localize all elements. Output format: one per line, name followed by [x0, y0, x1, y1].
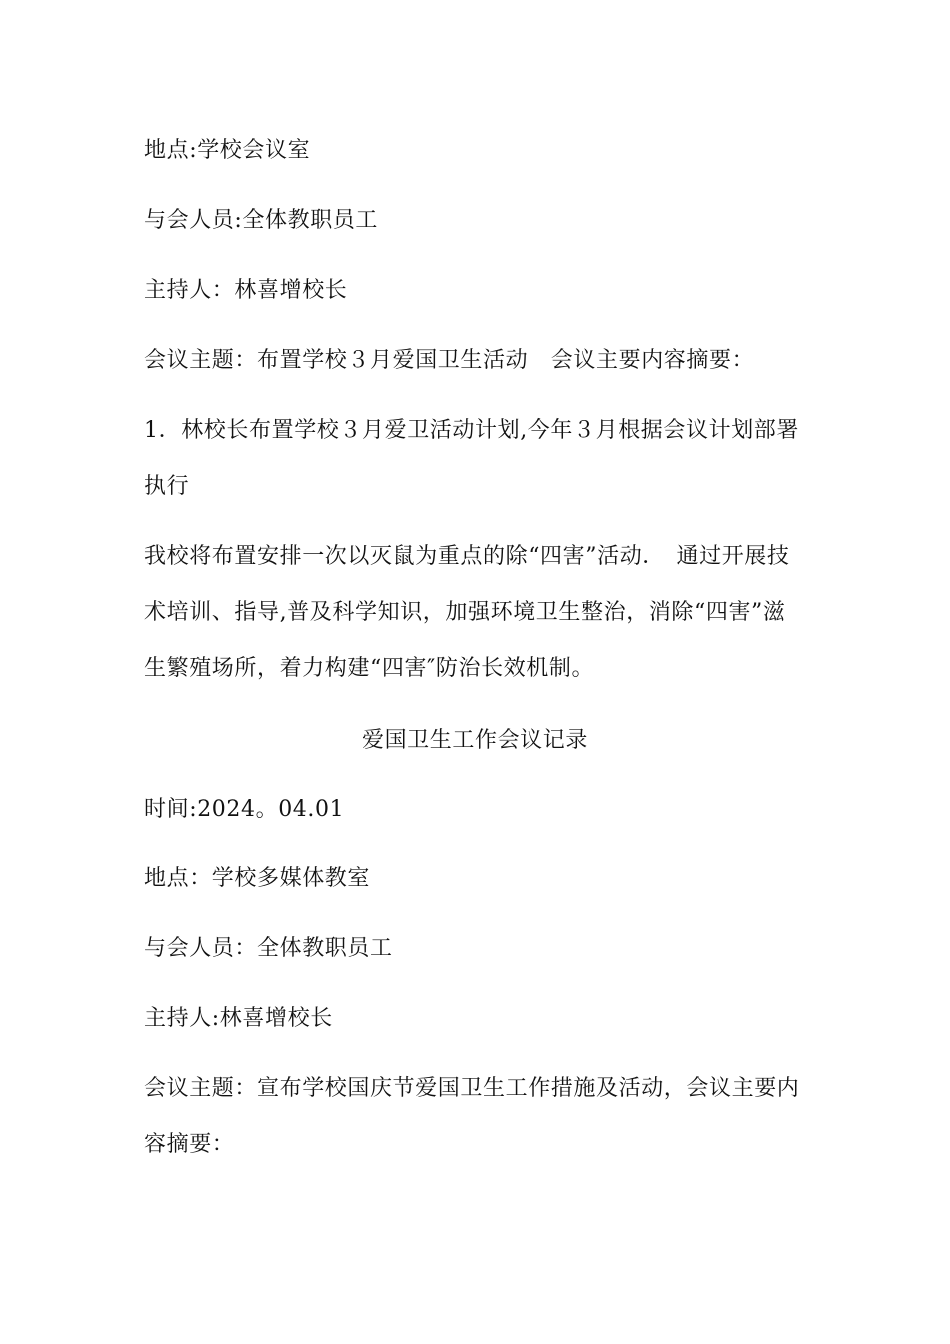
meeting2-topic-line2: 容摘要： — [144, 1132, 235, 1157]
meeting1-para-line2: 术培训、指导,普及科学知识，加强环境卫生整治，消除“四害”滋 — [144, 600, 786, 625]
meeting2-time: 时间:2024。04.01 — [144, 797, 345, 822]
meeting2-attendees: 与会人员：全体教职员工 — [144, 936, 393, 961]
meeting2-host: 主持人:林喜增校长 — [144, 1006, 333, 1031]
meeting1-host: 主持人：林喜增校长 — [144, 278, 348, 303]
meeting1-para-line1: 我校将布置安排一次以灭鼠为重点的除“四害”活动． 通过开展技 — [144, 544, 790, 569]
meeting1-location: 地点:学校会议室 — [144, 138, 311, 163]
meeting1-item1-line1: 1．林校长布置学校３月爱卫活动计划,今年３月根据会议计划部署 — [144, 418, 799, 443]
meeting1-topic: 会议主题：布置学校３月爱国卫生活动 会议主要内容摘要： — [144, 348, 755, 373]
meeting2-title: 爱国卫生工作会议记录 — [361, 728, 588, 753]
meeting1-para-line3: 生繁殖场所，着力构建“四害″防治长效机制。 — [144, 656, 595, 681]
meeting1-attendees: 与会人员:全体教职员工 — [144, 208, 379, 233]
meeting2-topic-line1: 会议主题：宣布学校国庆节爱国卫生工作措施及活动，会议主要内 — [144, 1076, 800, 1101]
meeting1-item1-line2: 执行 — [144, 474, 190, 499]
meeting2-location: 地点：学校多媒体教室 — [144, 866, 371, 891]
